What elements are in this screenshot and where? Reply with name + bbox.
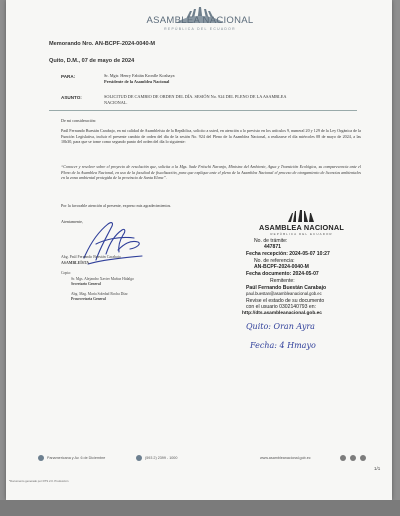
handwritten-note-2: Fecha: 4 Hmayo [250, 341, 316, 350]
stamp-instruction-2: con el usuario 0302140793 en: [246, 304, 316, 310]
footer-web: www.asambleanacional.gob.ec [260, 456, 311, 460]
cc2-name: Abg. Mag. María Soledad Rocha Díaz [71, 292, 128, 296]
paragraph-request: Paúl Fernando Buestán Carabajo, en mi calidad de Asambleísta de la República, solicito a usted, en atención a lo previsto en los artículos 9, numeral 20 y 129 de la Ley Orgánica de la Función Legislativa, incluir el presente cambio de orden del día de la sesión No. 924 del Pleno de la Asamblea Nacional, a realizarse el día miércoles 08 de mayo de 2024, a las 10h30, para que se tome como segundo punto del orden del día lo siguiente: [61, 128, 361, 145]
scan-background [0, 500, 400, 516]
document-generator-note: *Documento generado por DTS 2.0. Producción [9, 479, 69, 483]
fecha-documento: Fecha documento: 2024-05-07 [246, 271, 319, 277]
phone-icon [136, 455, 142, 461]
memo-number: Memorando Nro. AN-BCPF-2024-0040-M [49, 41, 156, 47]
twitter-icon [350, 455, 356, 461]
stamp-subtitle: REPÚBLICA DEL ECUADOR [270, 232, 333, 236]
footer-address: Panamericana y Av. 6 de Diciembre [47, 456, 106, 460]
footer-phone: (593 2) 2399 - 1000 [145, 456, 178, 460]
remitente-name: Paúl Fernando Buestán Carabajo [246, 285, 327, 291]
signer-name: Abg. Paúl Fernando Buestán Carabajo [61, 255, 121, 259]
qr-code-icon [340, 455, 346, 461]
stamp-logo-icon [282, 209, 322, 223]
handwritten-note-1: Quito: Oran Ayra [246, 322, 315, 331]
letterhead-brand: ASAMBLEA NACIONAL [146, 15, 254, 26]
remitente-label: Remitente: [270, 278, 295, 284]
reference-label: No. de referencia: [254, 258, 295, 264]
header-divider [49, 110, 357, 111]
asunto-line2: NACIONAL. [104, 100, 128, 105]
location-icon [38, 455, 44, 461]
page-number: 1/1 [374, 466, 381, 471]
copy-label: Copia: [61, 271, 71, 275]
asunto-label: ASUNTO: [61, 95, 82, 100]
reception-stamp [236, 207, 367, 368]
greeting: De mi consideración: [61, 118, 97, 123]
place-date: Quito, D.M., 07 de mayo de 2024 [49, 58, 135, 64]
letterhead-subtitle: REPÚBLICA DEL ECUADOR [164, 27, 236, 31]
reference-number: AN-BCPF-2024-0040-M [254, 264, 309, 270]
paragraph-thanks: Por la favorable atención al presente, expreso mis agradecimientos. [61, 203, 172, 208]
youtube-icon [360, 455, 366, 461]
cc1-role: Secretario General [71, 282, 101, 286]
remitente-email: paul.buestan@asambleanacional.gob.ec [246, 291, 322, 296]
stamp-url: http://dts.asambleanacional.gob.ec [242, 311, 322, 316]
cc1-name: Sr. Mgs. Alejandro Xavier Muñoz Hidalgo [71, 277, 134, 281]
paragraph-quote: “Conocer y resolver sobre el proyecto de resolución que, solicita a la Mgs. Sade Fritschi Naranjo, Ministra del Ambiente, Agua y Transición Ecológica, su comparecencia ante el Pleno de la Asamblea Nacional, en uso de la facultad de fiscalización, para que explique ante el pleno de la Asamblea Nacional el proceso de otorgamiento de licencias ambientales en la zona ambiental protegida de la provincia de Santa Elena”. [61, 164, 361, 181]
stamp-instruction-1: Revise el estado de su documento [246, 298, 325, 304]
fecha-recepcion: Fecha recepción: 2024-05-07 10:27 [246, 251, 330, 257]
signer-role: ASAMBLEÍSTA [61, 261, 90, 265]
cc2-role: Prosecretaria General [71, 297, 106, 301]
para-role: Presidente de la Asamblea Nacional [104, 79, 170, 84]
stamp-brand: ASAMBLEA NACIONAL [258, 223, 344, 232]
closing: Atentamente, [61, 219, 83, 224]
tramite-label: No. de trámite: [254, 238, 288, 244]
tramite-number: 447871 [264, 244, 281, 250]
para-label: PARA: [61, 74, 76, 79]
para-name: Sr. Mgtr. Henry Fabián Kronfle Kozhaya [104, 73, 175, 78]
asunto-line1: SOLICITUD DE CAMBIO DE ORDEN DEL DÍA. SESIÓN No. 924 DEL PLENO DE LA ASAMBLEA [104, 94, 287, 99]
